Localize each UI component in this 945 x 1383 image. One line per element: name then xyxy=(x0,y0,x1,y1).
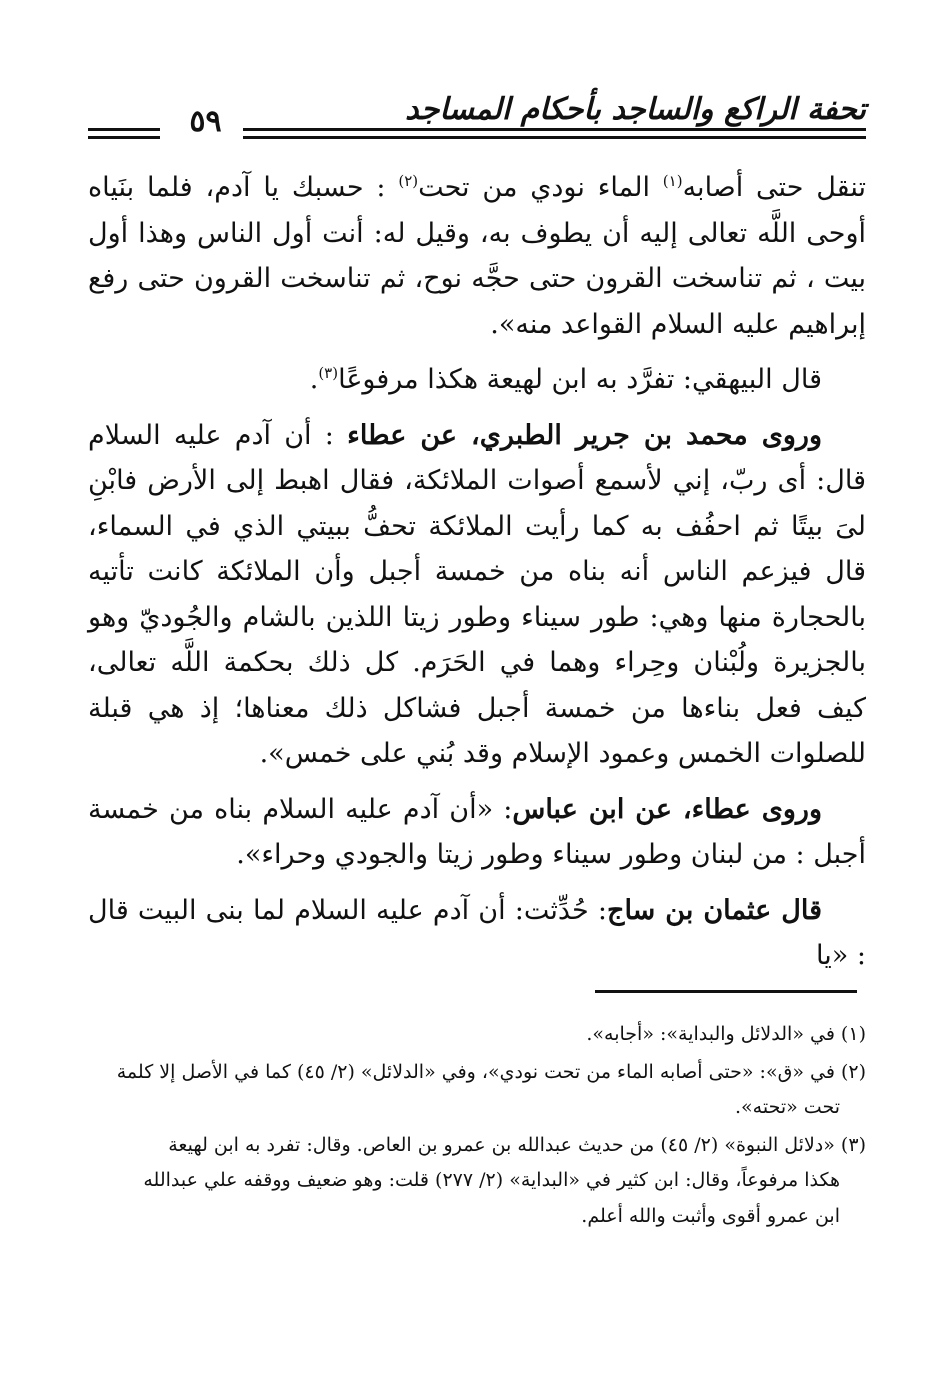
footnote-line: (٣) «دلائل النبوة» (٢/ ٤٥) من حديث عبدالله بن عمرو بن العاص. وقال: تفرد به ابن لهيعة xyxy=(168,1133,866,1156)
paragraph-1 xyxy=(88,165,866,347)
header-rule-right-bottom xyxy=(243,136,866,139)
paragraph-text: . xyxy=(309,364,319,395)
book-title: تحفة الراكع والساجد بأحكام المساجد xyxy=(405,92,866,127)
footnote-line: تحت «تحته». xyxy=(734,1096,840,1118)
footnote-line: هكذا مرفوعاً، وقال: ابن كثير في «البداية» (٢/ ٢٧٧) قلت: وهو ضعيف ووقفه علي عبدالله xyxy=(143,1169,840,1191)
footnote-ref-1: (١) xyxy=(662,172,683,190)
footnote-1: (١) في «الدلائل والبداية»: «أجابه». xyxy=(586,1023,866,1045)
footnote-ref-2: (٢) xyxy=(398,172,419,190)
footnotes xyxy=(88,1017,866,1236)
footnote-line: (٢) في «ق»: «حتى أصابه الماء من تحت نودي»، وفي «الدلائل» (٢/ ٤٥) كما في الأصل إلا كلمة xyxy=(116,1060,866,1083)
paragraph-text: : حسبك يا آدم، فلما بنَياه أوحى اللَّه تعالى إليه أن يطوف به، وقيل له: أنت أول الناس وهذا أول بيت ، ثم تناسخت القرون حتى حجَّه نوح، ثم تناسخت القرون حتى رفع إبراهيم عليه السلام القواعد منه». xyxy=(88,172,866,340)
page-header xyxy=(88,92,866,152)
footnote-2 xyxy=(88,1055,866,1126)
narrator-lead: وروى عطاء، عن ابن عباس xyxy=(512,793,822,825)
paragraph-text: : حُدِّثت: أن آدم عليه السلام لما بنى البيت قال : «يا xyxy=(88,894,866,971)
page-number: ٥٩ xyxy=(189,104,222,139)
paragraph-text: الماء نودي من تحت xyxy=(418,172,663,203)
paragraph-2 xyxy=(88,357,866,403)
paragraph-text: : «أن آدم عليه السلام بناه من خمسة أجبل : من لبنان وطور سيناء وطور زيتا والجودي وحراء». xyxy=(88,793,866,870)
main-text xyxy=(88,165,866,989)
footnote-line: ابن عمرو أقوى وأثبت والله أعلم. xyxy=(581,1204,840,1227)
narrator-lead: وروى محمد بن جرير الطبري، عن عطاء xyxy=(347,419,822,451)
footnote-3 xyxy=(88,1128,866,1235)
paragraph-3 xyxy=(88,413,866,777)
footnote-divider xyxy=(595,990,857,993)
footnote-ref-3: (٣) xyxy=(318,364,339,382)
paragraph-4 xyxy=(88,787,866,878)
header-rule-right-top xyxy=(243,128,866,131)
paragraph-5 xyxy=(88,888,866,979)
paragraph-text: قال البيهقي: تفرَّد به ابن لهيعة هكذا مرفوعًا xyxy=(338,364,822,395)
header-rule-left-top xyxy=(88,128,160,131)
paragraph-text: : أن آدم عليه السلام قال: أى ربّ، إني لأسمع أصوات الملائكة، فقال اهبط إلى الأرض فابْنِ لىَ بيتًا ثم احفُف به كما رأيت الملائكة تحفُّ ببيتي الذي في السماء، قال فيزعم الناس أنه بناه من خمسة أجبل وأن الملائكة كانت تأتيه بالحجارة منها وهي: طور سيناء وطور زيتا اللذين بالشام والجُوديّ وهو بالجزيرة ولُبْنان وحِراء وهما في الحَرَم. كل ذلك بحكمة اللَّه تعالى، كيف فعل بناءها من خمسة أجبل فشاكل ذلك معناها؛ إذ هي قبلة للصلوات الخمس وعمود الإسلام وقد بُني على خمس». xyxy=(88,419,866,769)
header-rule-left-bottom xyxy=(88,136,160,139)
narrator-lead: قال عثمان بن ساج xyxy=(607,894,822,926)
paragraph-text: تنقل حتى أصابه xyxy=(682,172,866,203)
